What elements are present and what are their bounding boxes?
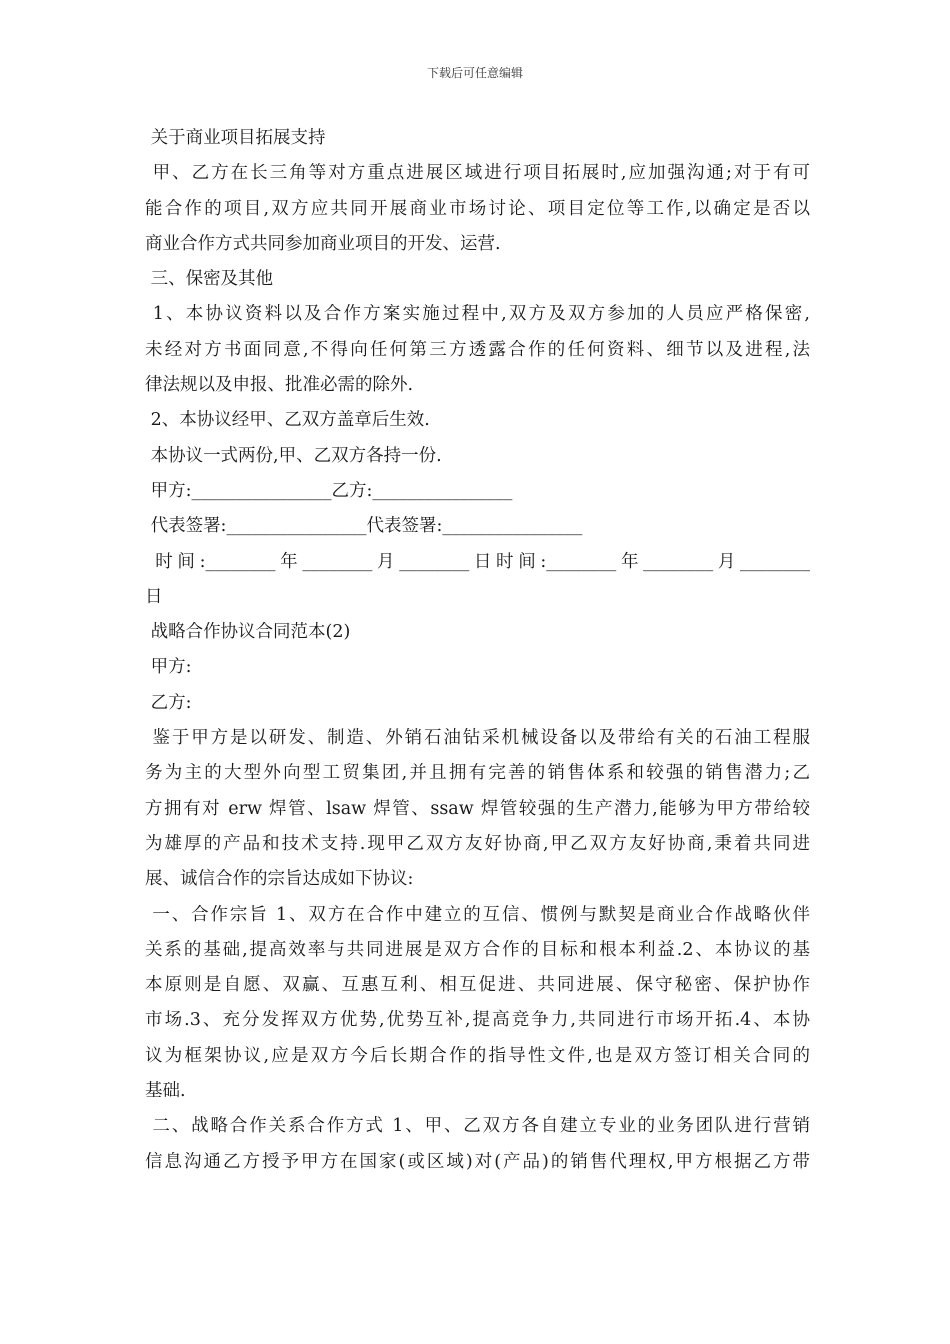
text-line: 2、本协议经甲、乙双方盖章后生效. bbox=[145, 410, 430, 431]
text-line: 关于商业项目拓展支持 bbox=[145, 128, 326, 148]
document-subtitle: 战略合作协议合同范本(2) bbox=[145, 622, 351, 643]
text-line: 一、合作宗旨 1、双方在合作中建立的互信、惯例与默契是商业合作战略伙伴 bbox=[145, 904, 810, 925]
text-line: 务为主的大型外向型工贸集团,并且拥有完善的销售体系和较强的销售潜力;乙 bbox=[145, 763, 810, 784]
text-line: 二、战略合作关系合作方式 1、甲、乙双方各自建立专业的业务团队进行营销 bbox=[145, 1116, 810, 1137]
signature-line-date: 时间:________年________月________日时间:________年________月________ bbox=[145, 551, 810, 572]
text-line: 为雄厚的产品和技术支持.现甲乙双方友好协商,甲乙双方友好协商,秉着共同进 bbox=[145, 833, 810, 854]
text-line: 1、本协议资料以及合作方案实施过程中,双方及双方参加的人员应严格保密, bbox=[145, 304, 810, 325]
text-line: 议为框架协议,应是双方今后长期合作的指导性文件,也是双方签订相关合同的 bbox=[145, 1045, 810, 1066]
text-line: 鉴于甲方是以研发、制造、外销石油钻采机械设备以及带给有关的石油工程服 bbox=[145, 728, 810, 749]
text-line: 日 bbox=[145, 586, 163, 607]
text-line: 未经对方书面同意,不得向任何第三方透露合作的任何资料、细节以及进程,法 bbox=[145, 339, 810, 360]
text-line: 本协议一式两份,甲、乙双方各持一份. bbox=[145, 445, 442, 466]
signature-line-party: 甲方:________________乙方:________________ bbox=[145, 480, 513, 501]
signature-line-representative: 代表签署:________________代表签署:________________ bbox=[145, 516, 583, 537]
text-line: 能合作的项目,双方应共同开展商业市场讨论、项目定位等工作,以确定是否以 bbox=[145, 198, 810, 219]
text-line: 商业合作方式共同参加商业项目的开发、运营. bbox=[145, 233, 501, 254]
text-line: 关系的基础,提高效率与共同进展是双方合作的目标和根本利益.2、本协议的基 bbox=[145, 939, 810, 960]
text-line: 甲、乙方在长三角等对方重点进展区域进行项目拓展时,应加强沟通;对于有可 bbox=[145, 163, 810, 184]
text-line: 本原则是自愿、双赢、互惠互利、相互促进、共同进展、保守秘密、保护协作 bbox=[145, 975, 810, 996]
text-line: 律法规以及申报、批准必需的除外. bbox=[145, 375, 414, 396]
party-a-label: 甲方: bbox=[145, 657, 192, 678]
page-header: 下载后可任意编辑 bbox=[426, 66, 523, 80]
document-body bbox=[145, 121, 810, 1180]
text-line: 方拥有对 erw 焊管、lsaw 焊管、ssaw 焊管较强的生产潜力,能够为甲方带给较 bbox=[145, 798, 810, 819]
section-heading: 三、保密及其他 bbox=[145, 269, 274, 290]
party-b-label: 乙方: bbox=[145, 692, 192, 713]
text-line: 基础. bbox=[145, 1081, 186, 1102]
text-line: 市场.3、充分发挥双方优势,优势互补,提高竞争力,共同进行市场开拓.4、本协 bbox=[145, 1010, 810, 1031]
text-line: 展、诚信合作的宗旨达成如下协议: bbox=[145, 869, 414, 890]
text-line: 信息沟通乙方授予甲方在国家(或区域)对(产品)的销售代理权,甲方根据乙方带 bbox=[145, 1151, 810, 1172]
